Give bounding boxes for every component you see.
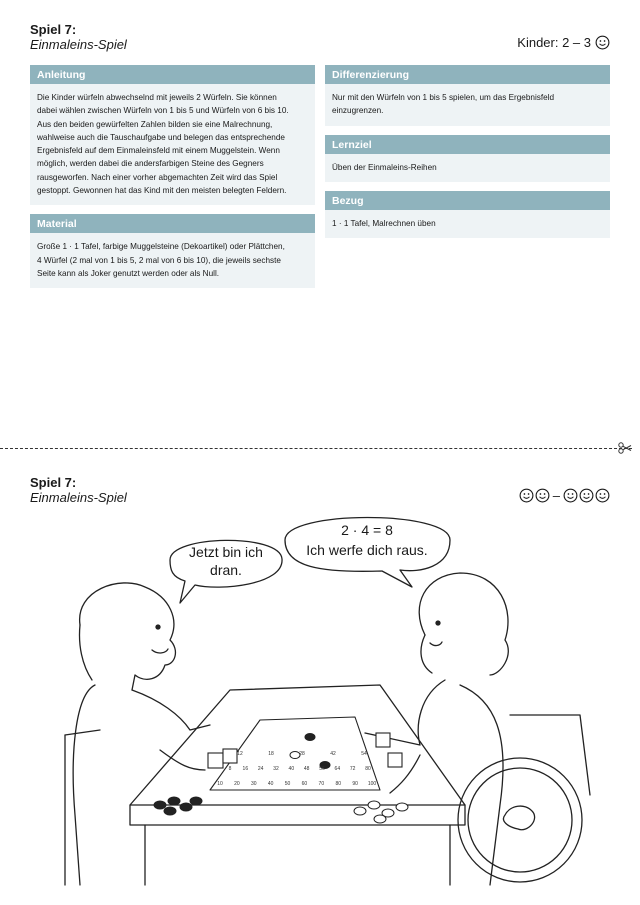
right-column — [325, 65, 610, 247]
table — [130, 685, 465, 805]
game-illustration — [20, 515, 620, 895]
page-title: Spiel 7: — [30, 22, 77, 37]
anleitung-heading: Anleitung — [30, 65, 315, 84]
board-number: 18 — [268, 751, 274, 757]
wheelchair-wheel — [458, 758, 582, 882]
anleitung-box — [30, 65, 315, 205]
range-dash: – — [552, 488, 560, 503]
text-line: rausgeworfen. Nach einer vorher abgemachten Zeit wird das Spiel — [37, 172, 278, 182]
differenzierung-body — [325, 84, 610, 126]
board-number: 10 — [217, 781, 223, 787]
material-body — [30, 233, 315, 288]
left-column — [30, 65, 315, 297]
scissors-icon — [618, 442, 632, 454]
player-count — [517, 35, 610, 50]
board-number: 50 — [284, 781, 291, 787]
text-line: Die Kinder würfeln abwechselnd mit jeweils 2 Würfeln. Sie können — [37, 93, 277, 102]
text-line: gestoppt. Gewonnen hat das Kind mit den meisten belegten Feldern. — [37, 186, 287, 196]
board-number: 72 — [349, 766, 356, 772]
board-number: 48 — [303, 766, 310, 772]
board-number: 80 — [335, 781, 342, 787]
board-number: 8 — [228, 766, 232, 772]
game-stones — [154, 734, 408, 824]
lernziel-box — [325, 135, 610, 182]
board-number: 100 — [367, 781, 377, 787]
material-box — [30, 214, 315, 288]
board-number: 24 — [257, 766, 264, 772]
smiley-icon — [595, 35, 610, 50]
card-subtitle: Einmaleins-Spiel — [30, 490, 127, 505]
player-count-label: Kinder: 2 – 3 — [517, 35, 591, 50]
board-number: 80 — [365, 766, 371, 772]
smiley-icon — [579, 488, 594, 503]
text-line: dabei wählen zwischen Würfeln von 1 bis 5 und Würfeln von 6 bis 10. — [37, 106, 289, 116]
smiley-icon — [519, 488, 534, 503]
text-line: Üben der Einmaleins-Reihen — [332, 162, 437, 172]
girl — [419, 573, 508, 675]
differenzierung-box — [325, 65, 610, 126]
material-heading: Material — [30, 214, 315, 233]
board-number: 42 — [330, 751, 336, 757]
anleitung-body — [30, 84, 315, 205]
text-line: wahlweise auch die Tauschaufgabe und belegen das entsprechende — [37, 132, 285, 142]
bubble-right-line-2: Ich werfe dich raus. — [306, 542, 428, 558]
bezug-body — [325, 210, 610, 238]
board-number: 40 — [267, 781, 274, 787]
boy — [80, 583, 176, 690]
board-number: 30 — [250, 781, 257, 787]
text-line: Große 1 · 1 Tafel, farbige Muggelsteine (Dekoartikel) oder Plättchen, — [37, 242, 285, 252]
board-number: 32 — [273, 766, 279, 772]
board-number: 40 — [288, 766, 295, 772]
board-number: 28 — [299, 751, 305, 757]
board-number: 64 — [334, 766, 341, 772]
text-line: Seite kann als Joker genutzt werden oder als Null. — [37, 268, 220, 278]
lernziel-heading: Lernziel — [325, 135, 610, 154]
differenzierung-heading: Differenzierung — [325, 65, 610, 84]
bubble-right-line-1: 2 · 4 = 8 — [341, 522, 393, 538]
board-number: 60 — [301, 781, 308, 787]
bubble-left-line-2: dran. — [210, 562, 242, 578]
text-line: 1 · 1 Tafel, Malrechnen üben — [332, 218, 436, 228]
lernziel-body — [325, 154, 610, 182]
board-number: 54 — [361, 751, 367, 757]
text-line: möglich, werden dabei die andersfarbigen Steine des Gegners — [37, 159, 264, 169]
text-line: Ergebnisfeld auf dem Einmaleinsfeld mit einem Muggelstein. Wenn — [37, 146, 280, 156]
board-number: 20 — [234, 781, 240, 787]
board-number: 12 — [237, 751, 243, 757]
text-line: 4 Würfel (2 mal von 1 bis 5, 2 mal von 6 bis 10), die jeweils sechste — [37, 255, 281, 265]
text-line: Aus den beiden gewürfelten Zahlen bilden sie eine Malrechnung, — [37, 119, 273, 129]
text-line: einzugrenzen. — [332, 106, 384, 116]
card-title: Spiel 7: — [30, 475, 77, 490]
page-subtitle: Einmaleins-Spiel — [30, 37, 127, 52]
board-number: 70 — [318, 781, 325, 787]
bubble-left-line-1: Jetzt bin ich — [189, 544, 263, 560]
smiley-icon — [563, 488, 578, 503]
cut-line — [0, 448, 632, 449]
board-number: 56 — [319, 766, 325, 772]
board-number: 16 — [242, 766, 249, 772]
player-faces — [519, 488, 610, 503]
board-number: 90 — [352, 781, 358, 787]
smiley-icon — [595, 488, 610, 503]
text-line: Nur mit den Würfeln von 1 bis 5 spielen, um das Ergebnisfeld — [332, 93, 555, 102]
bezug-box — [325, 191, 610, 238]
bezug-heading: Bezug — [325, 191, 610, 210]
smiley-icon — [535, 488, 550, 503]
